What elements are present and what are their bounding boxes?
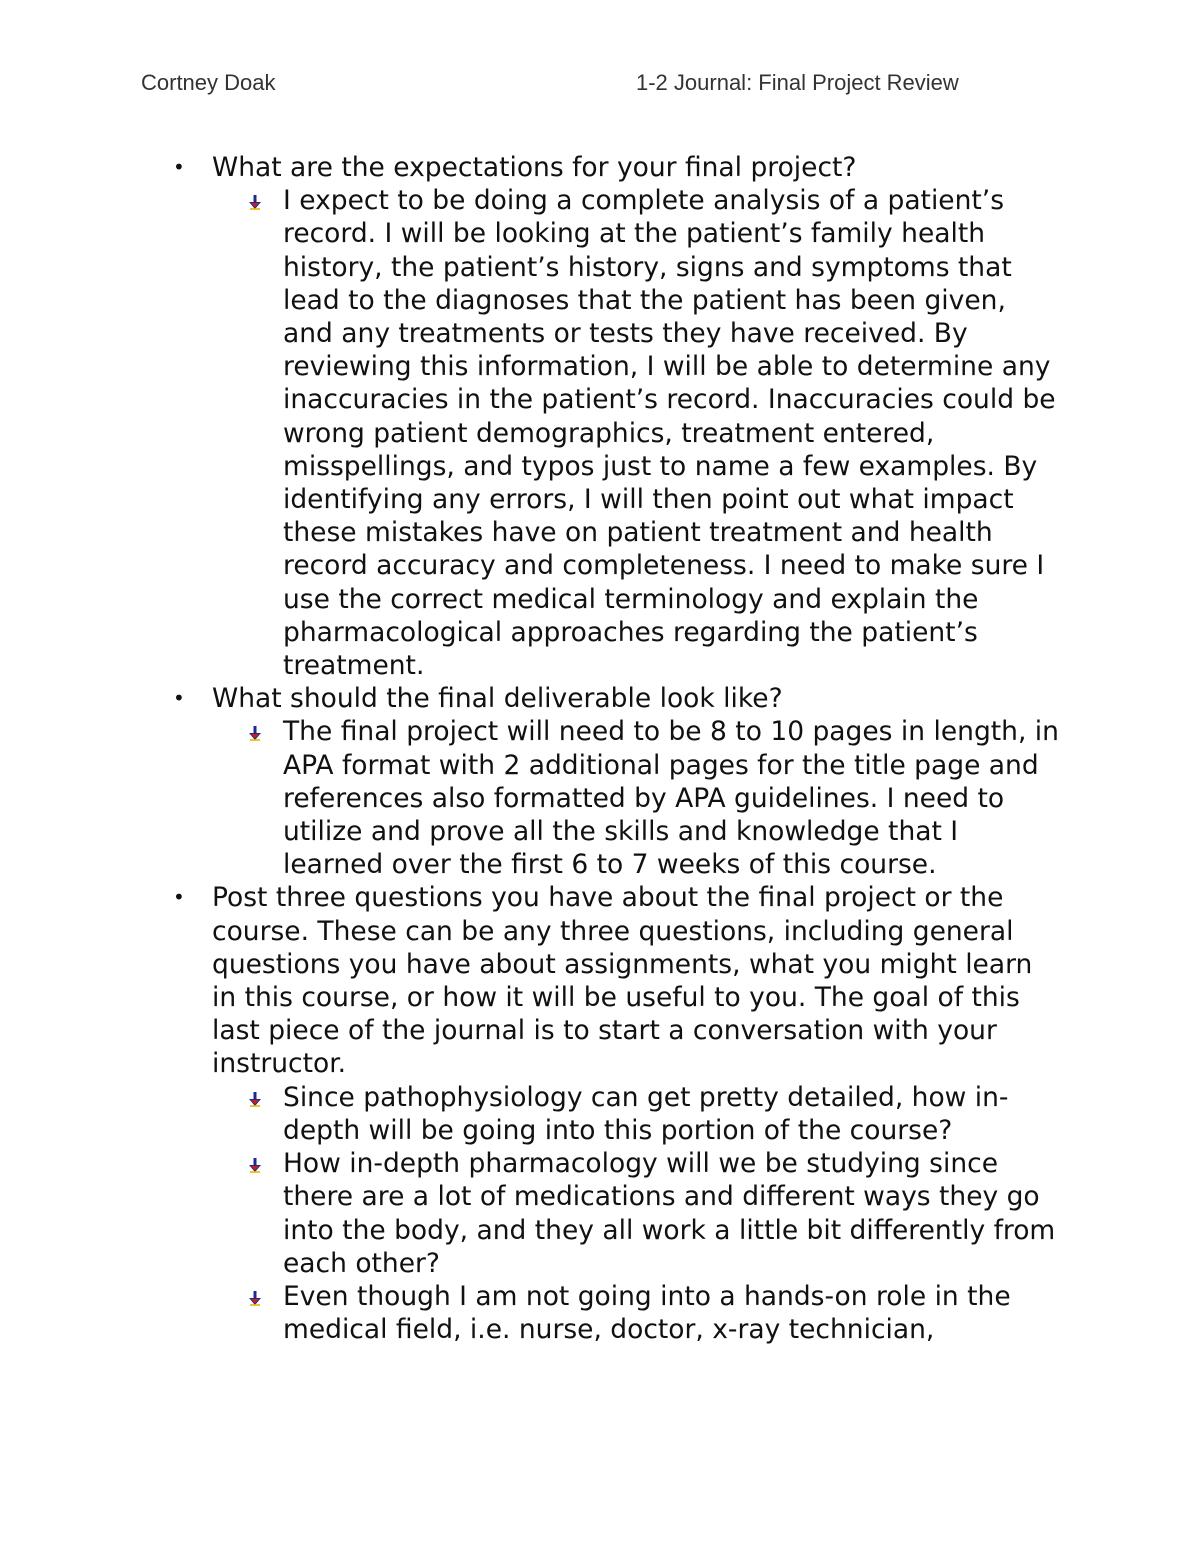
bullet-icon: • bbox=[173, 885, 185, 910]
down-arrow-icon bbox=[247, 194, 263, 210]
journal-body bbox=[0, 151, 1200, 1346]
question-text: Post three questions you have about the final project or the course. These can be any three questions, including general questions you have about assignments, what you might learn in this course, or how it will be useful to you. The goal of this last piece of the journal is to start a conversation with your instructor. bbox=[212, 882, 1033, 1080]
answer-text: Even though I am not going into a hands-on role in the medical field, i.e. nurse, doctor, x-ray technician, bbox=[283, 1280, 1011, 1346]
down-arrow-icon bbox=[247, 1091, 263, 1107]
question-item bbox=[0, 151, 1062, 682]
header-author: Cortney Doak bbox=[141, 70, 276, 95]
question-text: What should the final deliverable look like? bbox=[212, 683, 783, 715]
question-item bbox=[0, 881, 1062, 1346]
answer-item bbox=[283, 184, 1063, 682]
down-arrow-icon bbox=[247, 1157, 263, 1173]
question-item bbox=[0, 682, 1062, 881]
bullet-icon: • bbox=[173, 155, 185, 179]
answer-text: Since pathophysiology can get pretty detailed, how in-depth will be going into this portion of the course? bbox=[283, 1081, 1009, 1146]
answer-item bbox=[283, 1147, 1063, 1280]
bullet-icon: • bbox=[173, 686, 185, 711]
down-arrow-icon bbox=[247, 725, 263, 741]
answer-text: The final project will need to be 8 to 10 pages in length, in APA format with 2 additional pages for the title page and references also formatted by APA guidelines. I need to utilize and prove all the skills and knowledge that I learned over the first 6 to 7 weeks of this course. bbox=[283, 716, 1059, 881]
answer-text: How in-depth pharmacology will we be studying since there are a lot of medications and different ways they go into the body, and they all work a little bit differently from each other? bbox=[283, 1148, 1056, 1279]
page-header bbox=[141, 70, 1001, 102]
answer-item bbox=[283, 715, 1063, 881]
answer-item bbox=[283, 1280, 1063, 1346]
answer-text: I expect to be doing a complete analysis of a patient’s record. I will be looking at the patient’s family health history, the patient’s history, signs and symptoms that lead to the diagnoses that the patient has been given, and any treatments or tests they have received. By reviewing this information, I will be able to determine any inaccuracies in the patient’s record. Inaccuracies could be wrong patient demographics, treatment entered, misspellings, and typos just to name a few examples. By identifying any errors, I will then point out what impact these mistakes have on patient treatment and health record accuracy and completeness. I need to make sure I use the correct medical terminology and explain the pharmacological approaches regarding the patient’s treatment. bbox=[283, 185, 1056, 682]
answer-item bbox=[283, 1081, 1063, 1147]
header-title: 1-2 Journal: Final Project Review bbox=[636, 70, 959, 95]
down-arrow-icon bbox=[247, 1290, 263, 1306]
question-text: What are the expectations for your final project? bbox=[212, 152, 857, 183]
